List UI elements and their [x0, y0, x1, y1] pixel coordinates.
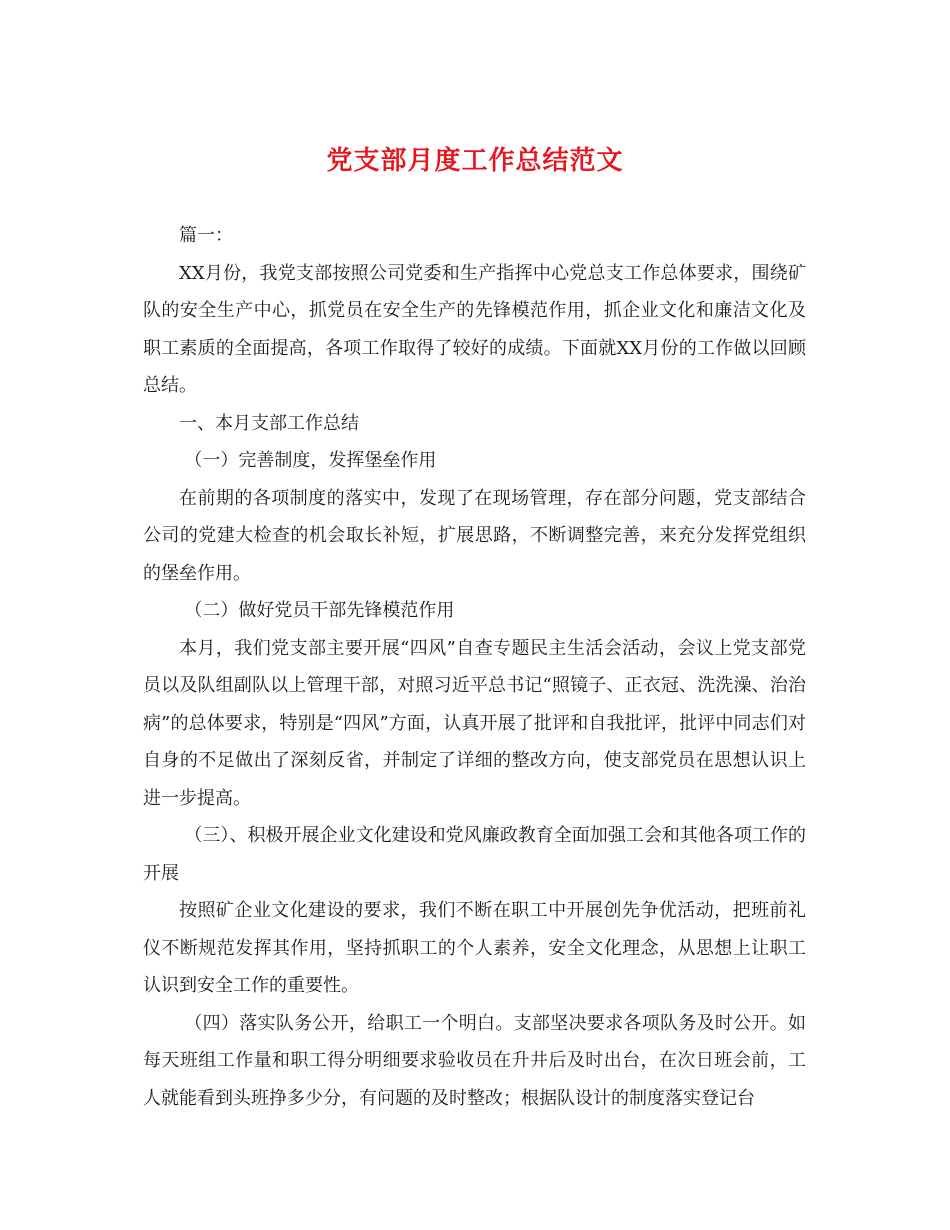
- document-body: [143, 217, 806, 1117]
- document-title: 党支部月度工作总结范文: [326, 146, 624, 176]
- paragraph-1: 在前期的各项制度的落实中，发现了在现场管理，存在部分问题，党支部结合公司的党建大检查的机会取长补短，扩展思路，不断调整完善，来充分发挥党组织的堡垒作用。: [143, 487, 806, 584]
- paragraph-2: 本月，我们党支部主要开展“四风”自查专题民主生活会活动，会议上党支部党员以及队组副队以上管理干部，对照习近平总书记“照镜子、正衣冠、洗洗澡、治治病”的总体要求，特别是“四风”方面，认真开展了批评和自我批评，批评中同志们对自身的不足做出了深刻反省，并制定了详细的整改方向，使支部党员在思想认识上进一步提高。: [143, 637, 806, 809]
- paragraph-3: 按照矿企业文化建设的要求，我们不断在职工中开展创先争优活动，把班前礼仪不断规范发挥其作用，坚持抓职工的个人素养，安全文化理念，从思想上让职工认识到安全工作的重要性。: [143, 900, 806, 996]
- paragraph-section-label: 篇一：: [179, 225, 233, 246]
- subheading-1: （一）完善制度，发挥堡垒作用: [184, 450, 437, 471]
- paragraph-intro: XX月份，我党支部按照公司党委和生产指挥中心党总支工作总体要求，围绕矿队的安全生产中心，抓党员在安全生产的先锋模范作用，抓企业文化和廉洁文化及职工素质的全面提高，各项工作取得了较好的成绩。下面就XX月份的工作做以回顾总结。: [143, 262, 806, 396]
- paragraph-4: （四）落实队务公开，给职工一个明白。支部坚决要求各项队务及时公开。如每天班组工作量和职工得分明细要求验收员在升井后及时出台，在次日班会前，工人就能看到头班挣多少分，有问题的及时整改；根据队设计的制度落实登记台: [143, 1012, 806, 1109]
- subheading-2: （二）做好党员干部先锋模范作用: [184, 600, 455, 621]
- heading-monthly-summary: 一、本月支部工作总结: [179, 412, 359, 434]
- subheading-3: （三）、积极开展企业文化建设和党风廉政教育全面加强工会和其他各项工作的开展: [143, 825, 806, 884]
